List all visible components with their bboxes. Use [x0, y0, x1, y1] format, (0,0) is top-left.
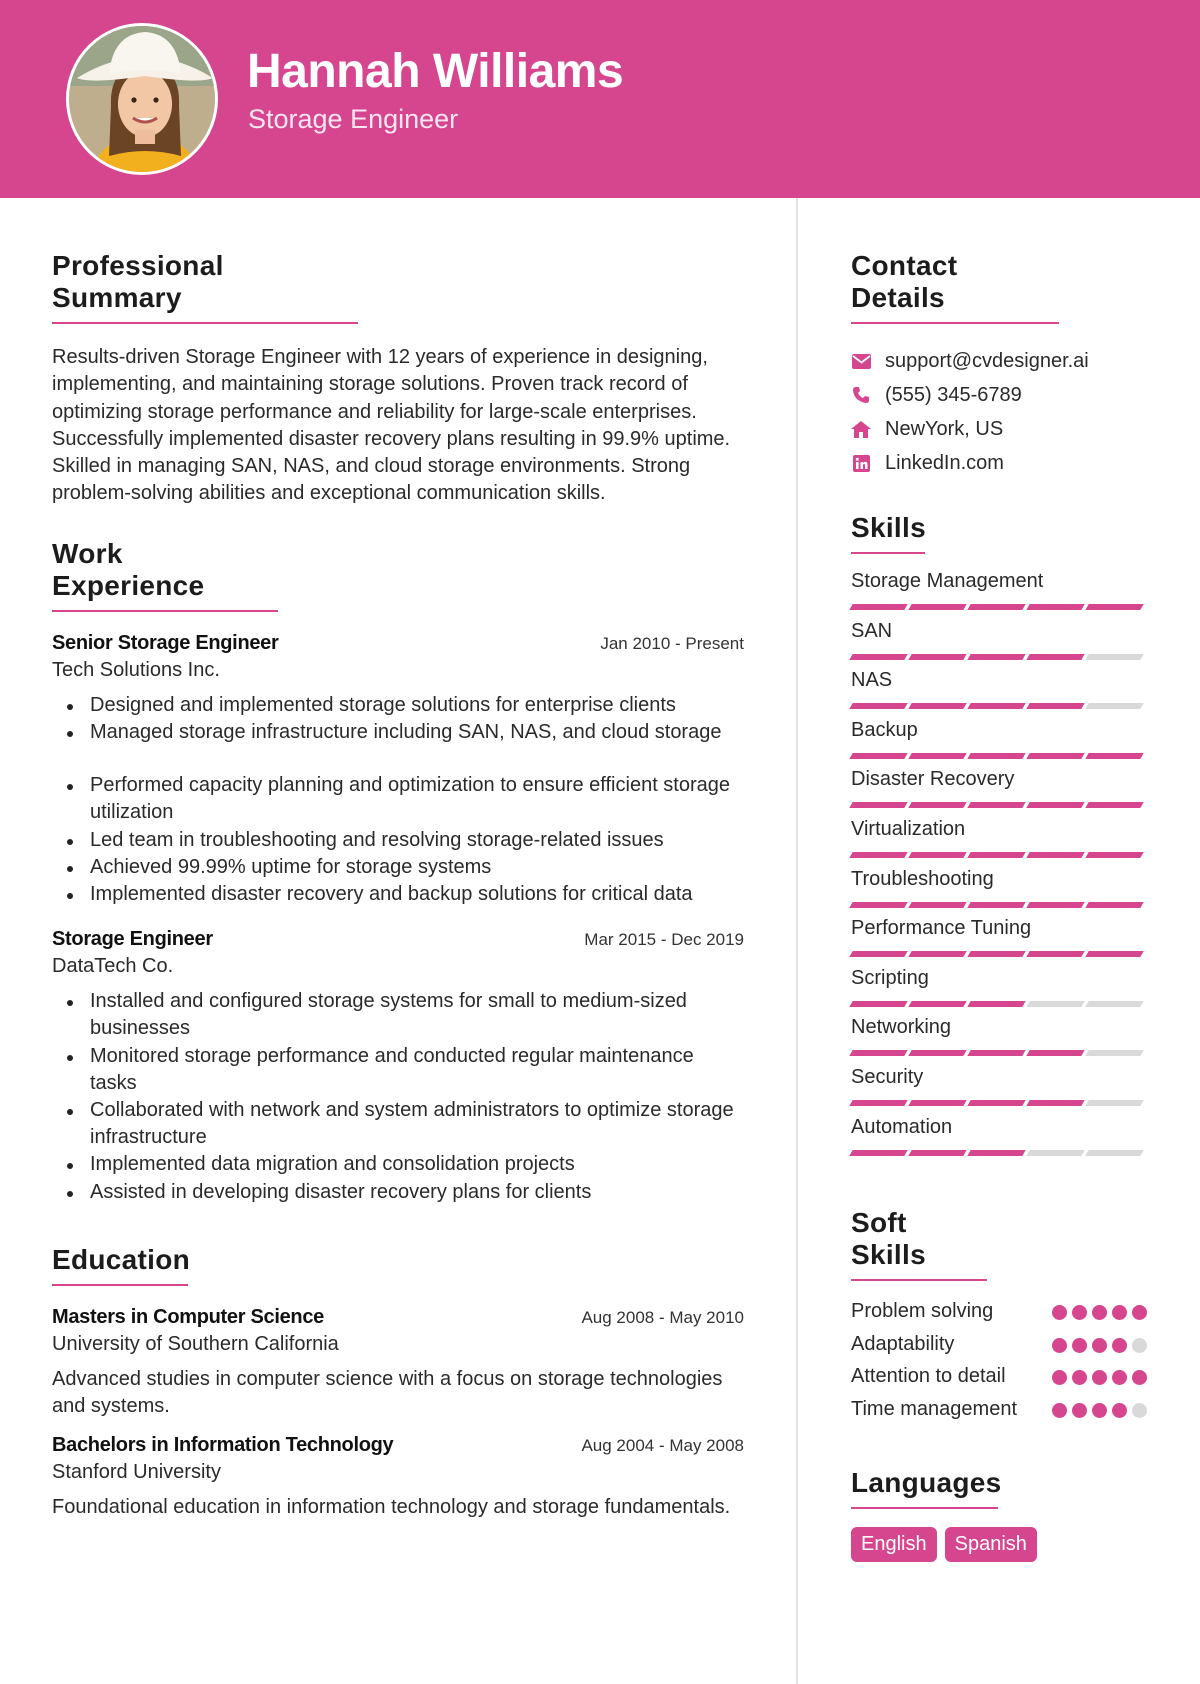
soft-skill-item: [851, 1297, 1147, 1326]
rating-dot: [1052, 1338, 1067, 1353]
skill-item: [851, 1114, 1147, 1164]
skill-rating-segment: [1026, 902, 1084, 908]
rating-dot: [1092, 1403, 1107, 1418]
rating-dot: [1132, 1338, 1147, 1353]
skill-rating-segment: [1085, 753, 1143, 759]
contact-linkedin[interactable]: [851, 446, 1147, 480]
rating-dot: [1112, 1403, 1127, 1418]
skill-rating-segment: [1026, 753, 1084, 759]
skill-rating-segment: [1026, 951, 1084, 957]
skill-rating-segment: [849, 902, 907, 908]
skill-rating-segment: [908, 951, 966, 957]
job-bullet: Performed capacity planning and optimization to ensure efficient storage utilization: [52, 772, 744, 826]
skill-rating-segment: [1026, 654, 1084, 660]
skill-rating-segment: [967, 1100, 1025, 1106]
contact-phone[interactable]: [851, 378, 1147, 412]
rating-dot: [1052, 1370, 1067, 1385]
job-company: Tech Solutions Inc.: [52, 658, 220, 681]
skill-rating-segment: [1026, 1100, 1084, 1106]
skill-rating-segment: [908, 1150, 966, 1156]
skill-rating-segment: [849, 1150, 907, 1156]
skill-rating-segment: [1026, 852, 1084, 858]
skill-rating-segment: [849, 802, 907, 808]
phone-icon: [851, 385, 871, 405]
skill-rating-bar: [851, 1150, 1147, 1156]
job-bullet: Managed storage infrastructure including SAN, NAS, and cloud storage: [52, 719, 744, 746]
skill-rating-segment: [1026, 1050, 1084, 1056]
skill-name: Automation: [851, 1115, 953, 1138]
skill-rating-segment: [908, 852, 966, 858]
language-tag: Spanish: [945, 1527, 1037, 1562]
contact-location-text: NewYork, US: [885, 417, 1004, 440]
languages-list: [851, 1527, 1147, 1562]
profile-photo: [69, 26, 218, 175]
skill-name: NAS: [851, 669, 893, 692]
soft-skill-name: Adaptability: [851, 1332, 955, 1355]
rating-dot: [1092, 1338, 1107, 1353]
skill-rating-segment: [1026, 1001, 1084, 1007]
skill-name: Networking: [851, 1016, 952, 1039]
skills-section: [851, 512, 1147, 1163]
soft-skill-rating: [1052, 1305, 1147, 1320]
skill-rating-segment: [1085, 1001, 1143, 1007]
skill-rating-segment: [849, 852, 907, 858]
skill-rating-segment: [849, 1100, 907, 1106]
skill-rating-segment: [849, 703, 907, 709]
skill-item: [851, 1064, 1147, 1114]
skill-name: Disaster Recovery: [851, 768, 1015, 791]
envelope-icon: [851, 351, 871, 371]
summary-text: Results-driven Storage Engineer with 12 years of experience in designing, implementing, and maintaining storage solutions. Proven track record of optimizing storage performance and reliability for large-scale enterprises. Successfully implemented disaster recovery plans resulting in 99.9% uptime. Skilled in managing SAN, NAS, and cloud storage environments. Strong problem-solving abilities and exceptional communication skills.: [52, 346, 731, 505]
skill-item: [851, 1014, 1147, 1064]
skill-rating-segment: [908, 1100, 966, 1106]
skill-rating-segment: [908, 802, 966, 808]
skill-name: Security: [851, 1065, 924, 1088]
skill-rating-segment: [908, 1001, 966, 1007]
skill-rating-segment: [908, 604, 966, 610]
degree-title: Bachelors in Information Technology: [52, 1434, 394, 1457]
skill-name: Virtualization: [851, 817, 966, 840]
skill-rating-segment: [967, 951, 1025, 957]
skill-rating-bar: [851, 1001, 1147, 1007]
contact-email-text: support@cvdesigner.ai: [885, 349, 1089, 372]
education-description: Foundational education in information technology and storage fundamentals.: [52, 1496, 731, 1519]
main-column: [52, 250, 744, 1522]
skill-rating-segment: [908, 1050, 966, 1056]
school-name: Stanford University: [52, 1461, 221, 1484]
skill-name: Backup: [851, 718, 918, 741]
rating-dot: [1052, 1305, 1067, 1320]
skill-item: [851, 618, 1147, 668]
rating-dot: [1132, 1403, 1147, 1418]
job-entry: [52, 928, 744, 1206]
section-heading-languages: Languages: [851, 1467, 998, 1509]
skill-rating-segment: [967, 902, 1025, 908]
job-dates: Jan 2010 - Present: [600, 633, 744, 653]
rating-dot: [1092, 1370, 1107, 1385]
skill-item: [851, 816, 1147, 866]
section-heading-education: Education: [52, 1244, 188, 1286]
candidate-title: Storage Engineer: [248, 104, 459, 134]
rating-dot: [1072, 1305, 1087, 1320]
skill-name: Troubleshooting: [851, 867, 994, 890]
skill-rating-segment: [908, 753, 966, 759]
skill-rating-segment: [1026, 604, 1084, 610]
skill-item: [851, 717, 1147, 767]
skill-rating-bar: [851, 703, 1147, 709]
skill-rating-bar: [851, 1050, 1147, 1056]
linkedin-icon: [851, 453, 871, 473]
skill-rating-segment: [1085, 1050, 1143, 1056]
section-heading-soft-skills: Soft Skills: [851, 1207, 987, 1281]
skill-item: [851, 766, 1147, 816]
skill-rating-segment: [967, 1150, 1025, 1156]
skill-rating-segment: [849, 654, 907, 660]
skill-rating-segment: [1085, 1150, 1143, 1156]
job-company: DataTech Co.: [52, 955, 174, 978]
skill-rating-bar: [851, 604, 1147, 610]
skill-rating-segment: [1026, 802, 1084, 808]
skill-rating-segment: [1085, 654, 1143, 660]
languages-section: [851, 1467, 1147, 1562]
skill-name: Performance Tuning: [851, 917, 1032, 940]
skill-rating-segment: [967, 1050, 1025, 1056]
skill-rating-segment: [1085, 951, 1143, 957]
rating-dot: [1112, 1370, 1127, 1385]
skill-rating-segment: [967, 654, 1025, 660]
skill-rating-segment: [1085, 902, 1143, 908]
skill-item: [851, 568, 1147, 618]
skill-rating-segment: [849, 1050, 907, 1056]
rating-dot: [1132, 1305, 1147, 1320]
skill-rating-segment: [1085, 703, 1143, 709]
soft-skill-name: Problem solving: [851, 1300, 994, 1323]
job-bullet: Installed and configured storage systems for small to medium-sized businesses: [52, 988, 744, 1042]
soft-skill-item: [851, 1395, 1147, 1424]
job-dates: Mar 2015 - Dec 2019: [584, 930, 744, 950]
job-title: Storage Engineer: [52, 928, 213, 951]
skill-rating-segment: [908, 902, 966, 908]
skill-rating-segment: [1085, 802, 1143, 808]
job-title: Senior Storage Engineer: [52, 631, 279, 654]
skill-rating-bar: [851, 753, 1147, 759]
experience-section: [52, 538, 744, 1206]
degree-title: Masters in Computer Science: [52, 1305, 324, 1328]
skill-rating-bar: [851, 1100, 1147, 1106]
rating-dot: [1112, 1338, 1127, 1353]
soft-skill-name: Time management: [851, 1397, 1017, 1420]
side-column: [851, 250, 1147, 1562]
column-divider: [796, 198, 798, 1684]
skill-rating-segment: [908, 703, 966, 709]
education-description: Advanced studies in computer science with a focus on storage technologies and systems.: [52, 1367, 723, 1418]
header-banner: [0, 0, 1200, 198]
soft-skill-rating: [1052, 1338, 1147, 1353]
skill-rating-segment: [967, 852, 1025, 858]
soft-skill-name: Attention to detail: [851, 1365, 1006, 1388]
job-bullet: Assisted in developing disaster recovery plans for clients: [52, 1179, 744, 1206]
education-dates: Aug 2008 - May 2010: [581, 1307, 744, 1327]
skill-rating-segment: [967, 703, 1025, 709]
skill-item: [851, 915, 1147, 965]
contact-phone-text: (555) 345-6789: [885, 383, 1022, 406]
skill-rating-segment: [849, 1001, 907, 1007]
skill-rating-segment: [849, 753, 907, 759]
skills-list: [851, 568, 1147, 1163]
job-bullet: Implemented data migration and consolidation projects: [52, 1151, 744, 1178]
education-entry: [52, 1434, 744, 1521]
job-bullet: Achieved 99.99% uptime for storage systems: [52, 854, 744, 881]
skill-item: [851, 866, 1147, 916]
skill-rating-segment: [1085, 852, 1143, 858]
skill-rating-segment: [1085, 1100, 1143, 1106]
rating-dot: [1092, 1305, 1107, 1320]
skill-rating-bar: [851, 802, 1147, 808]
soft-skill-item: [851, 1362, 1147, 1391]
education-dates: Aug 2004 - May 2008: [581, 1436, 744, 1456]
job-bullet: Led team in troubleshooting and resolving storage-related issues: [52, 827, 744, 854]
job-bullet: Implemented disaster recovery and backup solutions for critical data: [52, 881, 744, 908]
skill-rating-segment: [1026, 1150, 1084, 1156]
skill-rating-bar: [851, 951, 1147, 957]
job-bullet: Collaborated with network and system administrators to optimize storage infrastructure: [52, 1097, 744, 1151]
soft-skills-list: [851, 1297, 1147, 1423]
skill-rating-segment: [967, 753, 1025, 759]
skill-rating-bar: [851, 654, 1147, 660]
soft-skills-section: [851, 1207, 1147, 1423]
rating-dot: [1052, 1403, 1067, 1418]
skill-name: Scripting: [851, 966, 929, 989]
job-bullet: Designed and implemented storage solutions for enterprise clients: [52, 692, 744, 719]
skill-name: SAN: [851, 619, 893, 642]
education-section: [52, 1244, 744, 1522]
soft-skill-item: [851, 1330, 1147, 1359]
rating-dot: [1072, 1338, 1087, 1353]
education-entry: [52, 1306, 744, 1421]
skill-item: [851, 965, 1147, 1015]
skill-name: Storage Management: [851, 570, 1044, 592]
contact-email[interactable]: [851, 344, 1147, 378]
skill-rating-segment: [1026, 703, 1084, 709]
skill-rating-bar: [851, 852, 1147, 858]
skill-rating-segment: [967, 802, 1025, 808]
language-tag: English: [851, 1527, 937, 1562]
home-icon: [851, 419, 871, 439]
section-heading-experience: Work Experience: [52, 538, 278, 612]
job-bullet: Monitored storage performance and conducted regular maintenance tasks: [52, 1043, 744, 1097]
candidate-name: Hannah Williams: [247, 45, 624, 98]
school-name: University of Southern California: [52, 1332, 339, 1355]
section-heading-skills: Skills: [851, 512, 925, 554]
job-entry: [52, 632, 744, 908]
skill-rating-segment: [967, 604, 1025, 610]
rating-dot: [1072, 1403, 1087, 1418]
skill-rating-segment: [849, 604, 907, 610]
skill-rating-segment: [849, 951, 907, 957]
soft-skill-rating: [1052, 1370, 1147, 1385]
skill-rating-segment: [908, 654, 966, 660]
section-heading-contact: Contact Details: [851, 250, 1059, 324]
contact-linkedin-text: LinkedIn.com: [885, 451, 1004, 474]
rating-dot: [1072, 1370, 1087, 1385]
skill-rating-segment: [1085, 604, 1143, 610]
section-heading-summary: Professional Summary: [52, 250, 358, 324]
contact-location: [851, 412, 1147, 446]
summary-section: [52, 250, 744, 508]
rating-dot: [1132, 1370, 1147, 1385]
contact-section: [851, 250, 1147, 480]
avatar: [66, 23, 218, 175]
skill-rating-bar: [851, 902, 1147, 908]
rating-dot: [1112, 1305, 1127, 1320]
soft-skill-rating: [1052, 1403, 1147, 1418]
skill-rating-segment: [967, 1001, 1025, 1007]
skill-item: [851, 667, 1147, 717]
